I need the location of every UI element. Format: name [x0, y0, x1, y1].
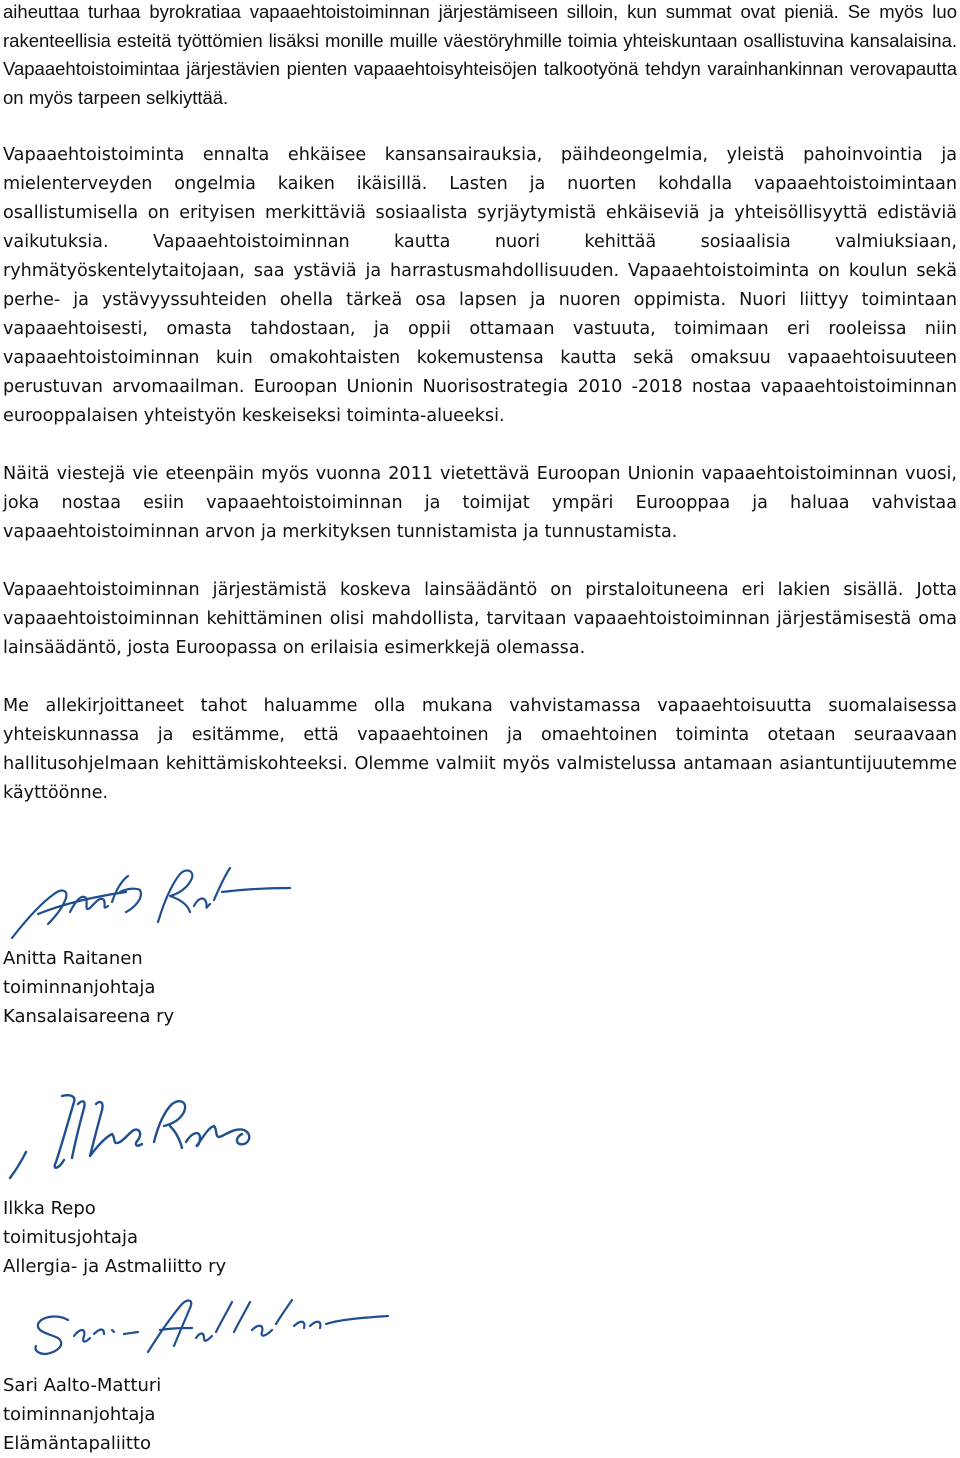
signatory-name: Sari Aalto-Matturi	[3, 1375, 162, 1396]
signatory-2	[3, 1194, 226, 1281]
document-page	[3, 0, 957, 808]
signatory-organization: Elämäntapaliitto	[3, 1433, 152, 1454]
paragraph-gap	[3, 663, 957, 692]
paragraph-2: Vapaaehtoistoiminta ennalta ehkäisee kansansairauksia, päihdeongelmia, yleistä pahoinvointia ja mielenterveyden ongelmia kaiken ikäisillä. Lasten ja nuorten kohdalla vapaaehtoistoimintaan osallistumisella on erityisen merkittäviä sosiaalista syrjäytymistä ehkäiseviä ja yhteisöllisyyttä edistäviä vaikutuksia. Vapaaehtoistoiminnan kautta nuori kehittää sosiaalisia valmiuksiaan, ryhmätyöskentelytaitojaan, saa ystäviä ja harrastusmahdollisuuden. Vapaaehtoistoiminta on koulun sekä perhe- ja ystävyyssuhteiden ohella tärkeä osa lapsen ja nuoren oppimista. Nuori liittyy toimintaan vapaaehtoisesti, omasta tahdostaan, ja oppii ottamaan vastuuta, toimimaan eri rooleissa niin vapaaehtoistoiminnan kuin omakohtaisten kokemustensa kautta sekä omaksuu vapaaehtoisuuteen perustuvan arvomaailman. Euroopan Unionin Nuorisostrategia 2010 -2018 nostaa vapaaehtoistoiminnan eurooppalaisen yhteistyön keskeiseksi toiminta-alueeksi.	[3, 145, 957, 426]
signatory-organization: Allergia- ja Astmaliitto ry	[3, 1256, 227, 1277]
paragraph-4: Vapaaehtoistoiminnan järjestämistä koskeva lainsäädäntö on pirstaloituneena eri lakien sisällä. Jotta vapaaehtoistoiminnan kehittäminen olisi mahdollista, tarvitaan vapaaehtoistoiminnan järjestämisestä oma lainsäädäntö, josta Euroopassa on erilaisia esimerkkejä olemassa.	[3, 580, 957, 658]
signatory-1	[3, 944, 174, 1031]
signature-repo	[4, 1086, 264, 1186]
signature-aalto-matturi	[28, 1290, 408, 1370]
signature-raitanen	[8, 862, 298, 942]
paragraph-gap	[3, 547, 957, 576]
signatory-3	[3, 1371, 161, 1458]
signatory-title: toiminnanjohtaja	[3, 1404, 156, 1425]
signatory-title: toimitusjohtaja	[3, 1227, 138, 1248]
paragraph-3: Näitä viestejä vie eteenpäin myös vuonna 2011 vietettävä Euroopan Unionin vapaaehtoistoiminnan vuosi, joka nostaa esiin vapaaehtoistoiminnan ja toimijat ympäri Eurooppaa ja haluaa vahvistaa vapaaehtoistoiminnan arvon ja merkityksen tunnistamista ja tunnustamista.	[3, 464, 957, 542]
signatory-name: Anitta Raitanen	[3, 948, 143, 969]
paragraph-gap	[3, 112, 957, 141]
paragraph-5: Me allekirjoittaneet tahot haluamme olla mukana vahvistamassa vapaaehtoisuutta suomalaisessa yhteiskunnassa ja esitämme, että vapaaehtoinen ja omaehtoinen toiminta otetaan seuraavaan hallitusohjelmaan kehittämiskohteeksi. Olemme valmiit myös valmistelussa antamaan asiantuntijuutemme käyttöönne.	[3, 696, 957, 803]
signatory-title: toiminnanjohtaja	[3, 977, 156, 998]
signatory-organization: Kansalaisareena ry	[3, 1006, 175, 1027]
paragraph-1: aiheuttaa turhaa byrokratiaa vapaaehtoistoiminnan järjestämiseen silloin, kun summat ovat pieniä. Se myös luo rakenteellisia esteitä työttömien lisäksi monille muille väestöryhmille toimia yhteiskuntaan osallistuvina kansalaisina. Vapaaehtoistoimintaa järjestävien pienten vapaaehtoisyhteisöjen talkootyönä tehdyn varainhankinnan verovapautta on myös tarpeen selkiyttää.	[3, 1, 957, 108]
paragraph-gap	[3, 431, 957, 460]
signatory-name: Ilkka Repo	[3, 1198, 96, 1219]
